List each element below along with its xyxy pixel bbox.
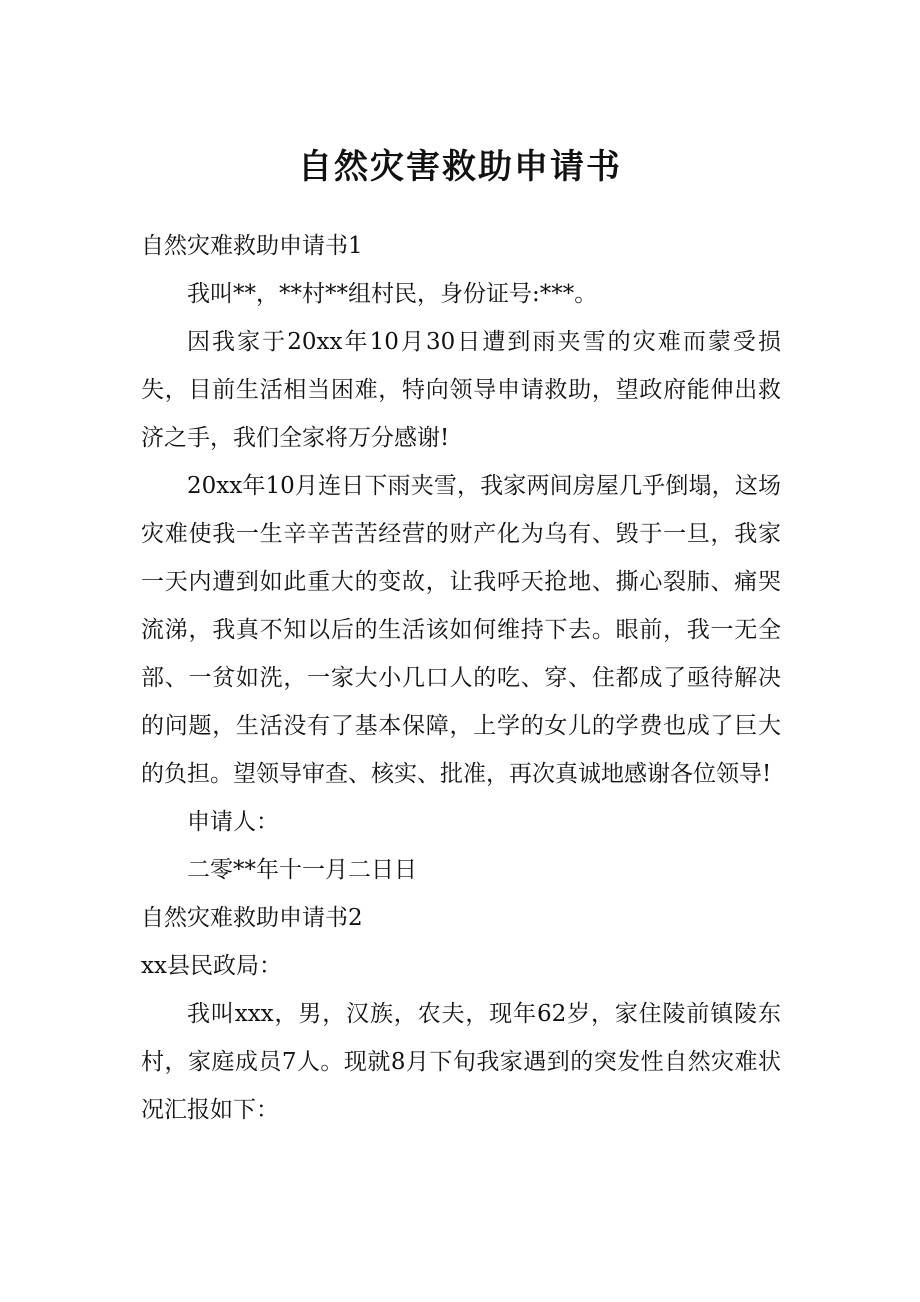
- date-line: 二零**年十一月二日日: [187, 857, 417, 883]
- document-title: 自然灾害救助申请书: [298, 147, 622, 187]
- paragraph: 我叫xxx，男，汉族，农夫，现年62岁，家住陵前镇陵东村，家庭成员7人。现就8月下旬我家遇到的突发性自然灾难状况汇报如下：: [141, 1001, 781, 1123]
- paragraph: 20xx年10月连日下雨夹雪，我家两间房屋几乎倒塌，这场灾难使我一生辛辛苦苦经营的财产化为乌有、毁于一旦，我家一天内遭到如此重大的变故，让我呼天抢地、撕心裂肺、痛哭流涕，我真不知以后的生活该如何维持下去。眼前，我一无全部、一贫如洗，一家大小几口人的吃、穿、住都成了亟待解决的问题，生活没有了基本保障，上学的女儿的学费也成了巨大的负担。望领导审查、核实、批准，再次真诚地感谢各位领导!: [141, 473, 781, 787]
- section-heading-2: 自然灾难救助申请书2: [141, 905, 363, 931]
- section-heading-1: 自然灾难救助申请书1: [141, 233, 363, 259]
- applicant-label: 申请人：: [187, 809, 279, 835]
- paragraph: 我叫**，**村**组村民，身份证号:***。: [187, 281, 598, 307]
- recipient-line: xx县民政局：: [141, 953, 282, 979]
- paragraph: 因我家于20xx年10月30日遭到雨夹雪的灾难而蒙受损失，目前生活相当困难，特向领导申请救助，望政府能伸出救济之手，我们全家将万分感谢!: [141, 329, 781, 451]
- document-body: [141, 222, 781, 1134]
